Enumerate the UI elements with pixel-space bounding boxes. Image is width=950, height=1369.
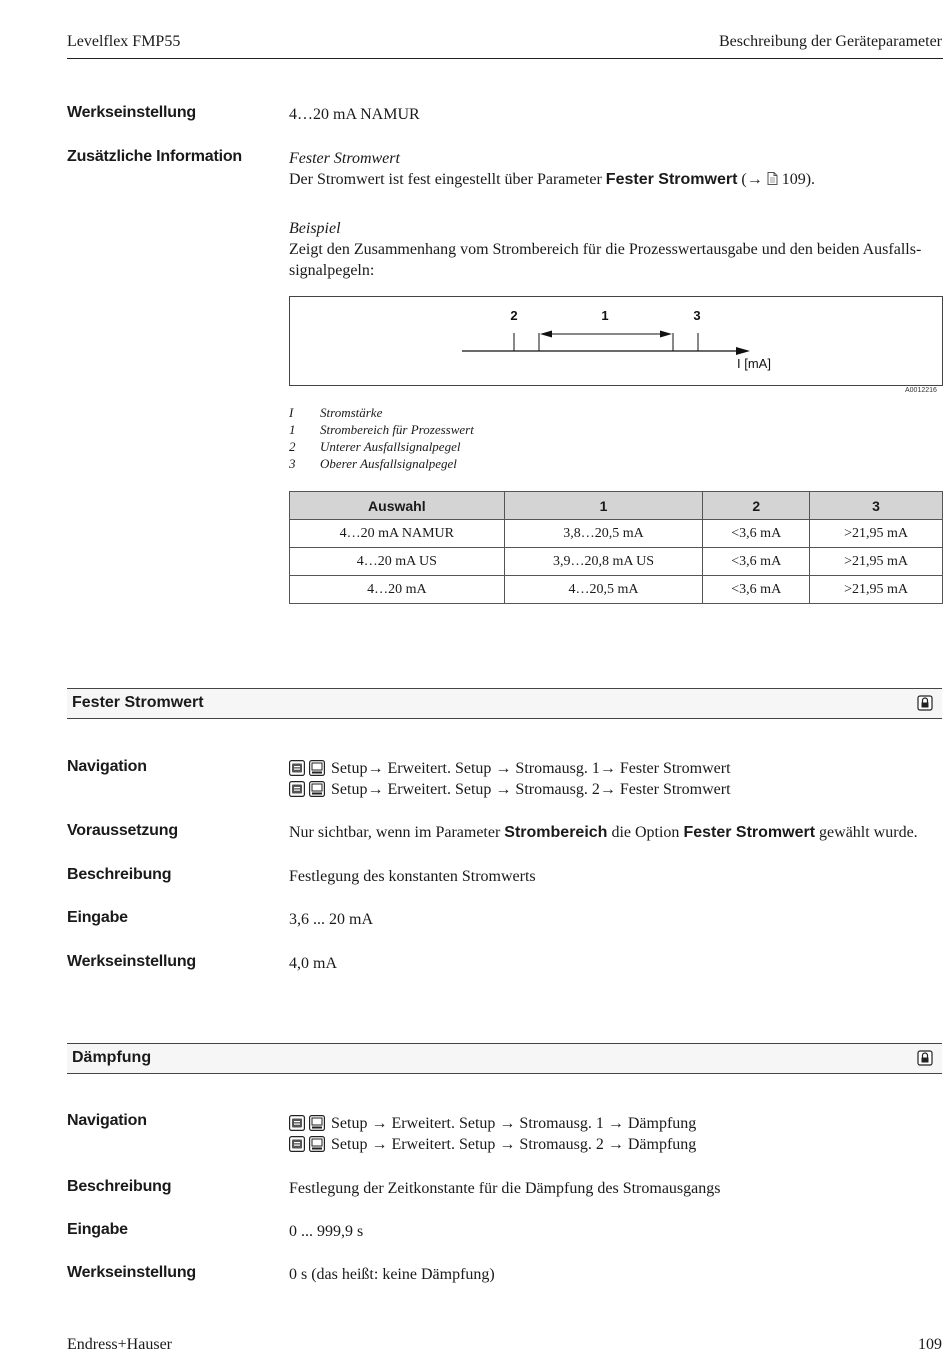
table-header-row (290, 492, 943, 520)
figure-label-2: 2 (510, 308, 518, 323)
navigation-label: Navigation (67, 758, 147, 775)
table-row (290, 576, 943, 604)
table-cell: >21,95 mA (810, 576, 943, 604)
table-cell: <3,6 mA (703, 576, 810, 604)
figure-label-3: 3 (693, 308, 701, 323)
navigation-label: Navigation (67, 1112, 147, 1129)
table-cell: <3,6 mA (703, 520, 810, 548)
section-title: Fester Stromwert (72, 694, 204, 711)
table-header: Auswahl (290, 492, 505, 520)
legend-text: Strombereich für Prozesswert (320, 422, 474, 437)
table-cell: 4…20 mA NAMUR (290, 520, 505, 548)
current-range-figure (289, 296, 943, 386)
table-cell: 4…20,5 mA (504, 576, 703, 604)
nav-icons (289, 1136, 325, 1158)
beschreibung-label: Beschreibung (67, 866, 172, 883)
table-cell: >21,95 mA (810, 548, 943, 576)
figure-label-1: 1 (601, 308, 609, 323)
page-number: 109 (918, 1336, 942, 1353)
table-header: 2 (703, 492, 810, 520)
vor-text-pre: Nur sichtbar, wenn im Parameter (289, 824, 505, 841)
fester-stromwert-subtitle: Fester Stromwert (289, 150, 400, 167)
fester-stromwert-option: Fester Stromwert (683, 824, 816, 841)
fester-page-number: 109). (777, 171, 816, 188)
werkseinstellung-value: 4…20 mA NAMUR (289, 106, 420, 123)
beschreibung-label: Beschreibung (67, 1178, 172, 1195)
nav-path-text: Setup→ Erweitert. Setup → Stromausg. 2→ Fester Stromwert (331, 781, 731, 798)
legend-text: Stromstärke (320, 405, 383, 420)
beispiel-title: Beispiel (289, 220, 341, 237)
display-icon (309, 1136, 325, 1152)
eingabe-label: Eingabe (67, 909, 128, 926)
werkseinstellung-value: 4,0 mA (289, 955, 337, 972)
display-icon (309, 1115, 325, 1131)
eingabe-value: 0 ... 999,9 s (289, 1223, 364, 1240)
zusaetzliche-information-label: Zusätzliche Information (67, 148, 242, 165)
fester-text-pre: Der Stromwert ist fest eingestellt über Parameter (289, 171, 606, 188)
beispiel-line-1: Zeigt den Zusammenhang vom Strombereich für die Prozesswertausgabe und den beiden Ausfalls- (289, 241, 922, 258)
legend-item (289, 439, 460, 455)
lock-icon (917, 695, 933, 711)
menu-icon (289, 760, 305, 776)
legend-item (289, 456, 457, 472)
section-header-daempfung (67, 1043, 942, 1074)
vor-text-post: gewählt wurde. (815, 824, 918, 841)
legend-key: 3 (289, 456, 296, 471)
page-reference-icon[interactable] (767, 172, 778, 185)
legend-key: I (289, 405, 294, 420)
legend-item (289, 422, 474, 438)
werkseinstellung-label: Werkseinstellung (67, 1264, 196, 1281)
section-title: Dämpfung (72, 1049, 152, 1066)
beschreibung-value: Festlegung der Zeitkonstante für die Dämpfung des Stromausgangs (289, 1180, 721, 1197)
voraussetzung-label: Voraussetzung (67, 822, 178, 839)
legend-text: Unterer Ausfallsignalpegel (320, 439, 461, 454)
nav-path-text: Setup→ Erweitert. Setup → Stromausg. 1→ Fester Stromwert (331, 760, 731, 777)
axis-arrowhead (736, 347, 750, 355)
werkseinstellung-label: Werkseinstellung (67, 953, 196, 970)
range-arrow-right (660, 331, 672, 338)
nav-path-text: Setup → Erweitert. Setup → Stromausg. 2 → Dämpfung (331, 1136, 697, 1153)
table-row (290, 548, 943, 576)
table-row (290, 520, 943, 548)
strombereich-parameter: Strombereich (504, 824, 608, 841)
navigation-path-2 (289, 779, 731, 803)
legend-key: 2 (289, 439, 296, 454)
menu-icon (289, 1115, 305, 1131)
beschreibung-value: Festlegung des konstanten Stromwerts (289, 868, 536, 885)
display-icon (309, 760, 325, 776)
lock-icon (917, 1050, 933, 1066)
legend-key: 1 (289, 422, 296, 437)
navigation-path-2 (289, 1134, 696, 1158)
werkseinstellung-label: Werkseinstellung (67, 104, 196, 121)
vor-text-mid: die Option (607, 824, 684, 841)
table-cell: 3,9…20,8 mA US (504, 548, 703, 576)
header-rule (67, 58, 943, 59)
table-header: 1 (504, 492, 703, 520)
table-cell: <3,6 mA (703, 548, 810, 576)
table-cell: 4…20 mA US (290, 548, 505, 576)
display-icon (309, 781, 325, 797)
figure-id: A0012216 (905, 387, 937, 394)
header-left: Levelflex FMP55 (67, 33, 181, 50)
menu-icon (289, 1136, 305, 1152)
menu-icon (289, 781, 305, 797)
table-cell: 3,8…20,5 mA (504, 520, 703, 548)
table-header: 3 (810, 492, 943, 520)
nav-path-text: Setup → Erweitert. Setup → Stromausg. 1 → Dämpfung (331, 1115, 697, 1132)
legend-text: Oberer Ausfallsignalpegel (320, 456, 457, 471)
voraussetzung-value (289, 822, 918, 843)
figure-axis-label: I [mA] (737, 356, 771, 371)
nav-icons (289, 781, 325, 803)
range-arrow-left (540, 331, 552, 338)
beispiel-line-2: signalpegeln: (289, 262, 375, 279)
legend-item (289, 405, 382, 421)
fester-parameter-link[interactable]: Fester Stromwert (605, 171, 738, 188)
eingabe-value: 3,6 ... 20 mA (289, 911, 373, 928)
current-range-diagram (290, 297, 942, 385)
fester-text-arrow: (→ (737, 171, 767, 188)
eingabe-label: Eingabe (67, 1221, 128, 1238)
header-right: Beschreibung der Geräteparameter (719, 33, 942, 50)
table-cell: 4…20 mA (290, 576, 505, 604)
table-cell: >21,95 mA (810, 520, 943, 548)
current-range-table (289, 491, 943, 604)
footer-company: Endress+Hauser (67, 1336, 172, 1353)
fester-stromwert-text (289, 169, 815, 190)
werkseinstellung-value: 0 s (das heißt: keine Dämpfung) (289, 1266, 495, 1283)
